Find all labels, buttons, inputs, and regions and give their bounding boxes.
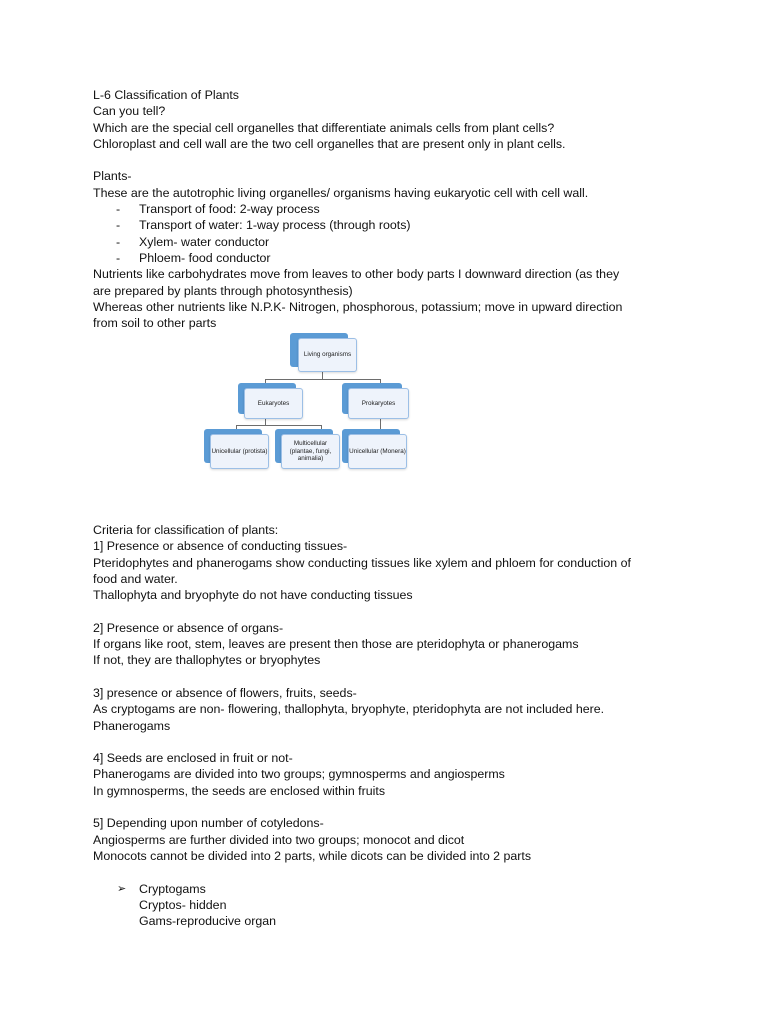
bullet-text: Transport of food: 2-way process [139, 202, 320, 217]
document-title: L-6 Classification of Plants [93, 88, 240, 102]
bullet-item [93, 217, 733, 233]
dash-bullet: - [116, 202, 121, 217]
criterion-line: Thallophyta and bryophyte do not have conducting tissues [93, 588, 413, 603]
nutrients-line: Whereas other nutrients like N.P.K- Nitrogen, phosphorous, potassium; move in upward direction [93, 299, 623, 314]
criterion-heading: 5] Depending upon number of cotyledons- [93, 816, 324, 831]
classification-diagram [200, 333, 415, 478]
criterion-heading: 3] presence or absence of flowers, fruits, seeds- [93, 685, 357, 700]
dash-bullet: - [116, 218, 121, 233]
node-label: Eukaryotes [244, 388, 303, 419]
criterion-line: As cryptogams are non- flowering, thallophyta, bryophyte, pteridophyta are not included here. [93, 702, 605, 717]
bullet-item [93, 201, 733, 217]
criterion-line: Phanerogams [93, 718, 171, 733]
node-label: Unicellular (Monera) [348, 434, 407, 469]
criterion-heading: 2] Presence or absence of organs- [93, 620, 284, 635]
bullet-text: Phloem- food conductor [139, 250, 271, 265]
intro-line: Chloroplast and cell wall are the two cell organelles that are present only in plant cells. [93, 136, 566, 151]
node-label: Unicellular (protista) [210, 434, 269, 469]
criterion-heading: 4] Seeds are enclosed in fruit or not- [93, 751, 293, 766]
plants-heading: Plants- [93, 169, 132, 184]
criterion-heading: 1] Presence or absence of conducting tissues- [93, 539, 348, 554]
criterion-line: Phanerogams are divided into two groups; gymnosperms and angiosperms [93, 767, 505, 782]
document-top-section [93, 87, 733, 331]
nutrients-line: Nutrients like carbohydrates move from leaves to other body parts I downward direction (as they [93, 267, 620, 282]
node-label: Prokaryotes [348, 388, 409, 419]
intro-line: Can you tell? [93, 104, 166, 119]
intro-line: Which are the special cell organelles that differentiate animals cells from plant cells? [93, 120, 555, 135]
criterion-line: If organs like root, stem, leaves are present then those are pteridophyta or phanerogams [93, 637, 579, 652]
node-label: Living organisms [298, 338, 357, 372]
nutrients-line: are prepared by plants through photosynthesis) [93, 283, 353, 298]
criteria-section [93, 522, 733, 929]
criterion-line: Monocots cannot be divided into 2 parts, while dicots can be divided into 2 parts [93, 848, 532, 863]
criterion-line: Angiosperms are further divided into two groups; monocot and dicot [93, 832, 465, 847]
criterion-line: If not, they are thallophytes or bryophytes [93, 653, 321, 668]
criteria-heading: Criteria for classification of plants: [93, 523, 279, 537]
arrow-subitem: Gams-reproducive organ [139, 914, 277, 929]
bullet-text: Transport of water: 1-way process (through roots) [139, 218, 411, 233]
nutrients-line: from soil to other parts [93, 316, 217, 331]
criterion-line: Pteridophytes and phanerogams show conducting tissues like xylem and phloem for conduction of [93, 555, 631, 570]
connector-line [265, 379, 380, 380]
arrow-bullet-icon: ➢ [117, 882, 127, 895]
arrow-item-text: Cryptogams [139, 881, 206, 896]
bullet-item [93, 234, 733, 250]
plants-definition: These are the autotrophic living organelles/ organisms having eukaryotic cell with cell wall. [93, 185, 589, 200]
criterion-line: In gymnosperms, the seeds are enclosed within fruits [93, 783, 386, 798]
arrow-list-item [93, 881, 733, 897]
connector-line [322, 371, 323, 379]
criterion-line: food and water. [93, 571, 178, 586]
bullet-text: Xylem- water conductor [139, 234, 270, 249]
dash-bullet: - [116, 250, 121, 265]
node-label: Multicellular (plantae, fungi, animalia) [281, 434, 340, 469]
bullet-item [93, 250, 733, 266]
connector-line [236, 425, 322, 426]
dash-bullet: - [116, 234, 121, 249]
arrow-subitem: Cryptos- hidden [139, 897, 227, 912]
